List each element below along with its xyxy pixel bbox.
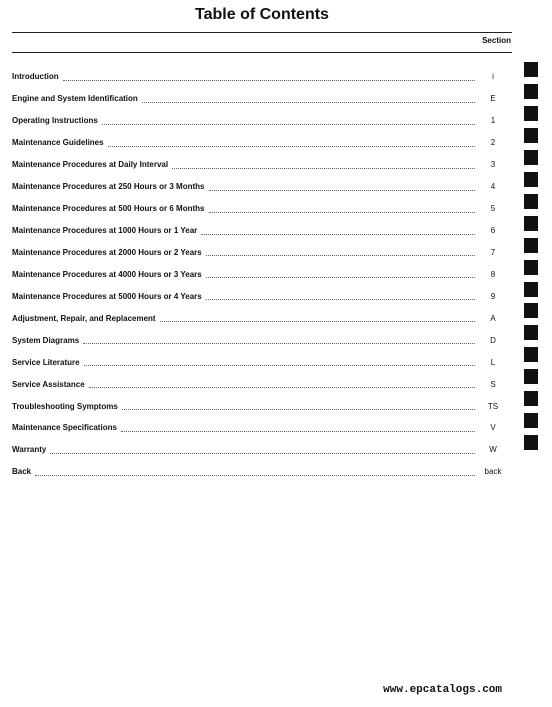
top-rule	[12, 32, 512, 33]
toc-entry[interactable]	[12, 220, 507, 242]
page-title: Table of Contents	[195, 6, 329, 23]
section-tab[interactable]	[524, 62, 538, 77]
toc-entry-title: Maintenance Guidelines	[12, 138, 104, 148]
toc-entry-section: 2	[490, 138, 496, 148]
toc-entry[interactable]	[12, 329, 507, 351]
toc-entry-section: TS	[487, 401, 499, 411]
dot-leader	[121, 430, 475, 432]
toc-entry[interactable]	[12, 66, 507, 88]
toc-entry[interactable]	[12, 198, 507, 220]
toc-entry[interactable]	[12, 417, 507, 439]
dot-leader	[201, 233, 475, 235]
toc-entry-title: Maintenance Procedures at 5000 Hours or 4 Years	[12, 291, 202, 301]
section-tab[interactable]	[524, 391, 538, 406]
toc-entry-title: System Diagrams	[12, 335, 80, 345]
toc-entry-title: Maintenance Procedures at 4000 Hours or 3 Years	[12, 269, 202, 279]
dot-leader	[84, 364, 475, 366]
section-tab[interactable]	[524, 216, 538, 231]
toc-entry-section: S	[490, 379, 496, 389]
toc-entry[interactable]	[12, 154, 507, 176]
dot-leader	[108, 145, 475, 147]
toc-entry-section: 7	[490, 247, 496, 257]
toc-list	[12, 66, 507, 483]
toc-entry-section: A	[490, 313, 496, 323]
dot-leader	[209, 189, 476, 191]
toc-entry-section: 5	[490, 204, 496, 214]
toc-entry-title: Service Assistance	[12, 379, 85, 389]
toc-entry[interactable]	[12, 461, 507, 483]
toc-entry-section: 6	[490, 226, 496, 236]
toc-entry-section: back	[484, 467, 502, 477]
dot-leader	[206, 276, 475, 278]
toc-entry-section: 4	[490, 182, 496, 192]
toc-entry-section: V	[490, 423, 496, 433]
section-tab[interactable]	[524, 150, 538, 165]
toc-entry-title: Engine and System Identification	[12, 94, 138, 104]
dot-leader	[122, 408, 475, 410]
toc-entry[interactable]	[12, 285, 507, 307]
section-column-header: Section	[482, 36, 511, 45]
toc-entry-section: 3	[490, 160, 496, 170]
toc-entry-section: 9	[490, 291, 496, 301]
section-tab[interactable]	[524, 325, 538, 340]
section-tab[interactable]	[524, 128, 538, 143]
toc-entry-section: W	[489, 445, 497, 455]
toc-entry-title: Service Literature	[12, 357, 80, 367]
toc-entry[interactable]	[12, 351, 507, 373]
toc-entry-title: Back	[12, 467, 32, 477]
toc-entry-title: Troubleshooting Symptoms	[12, 401, 118, 411]
section-tab[interactable]	[524, 194, 538, 209]
section-tab[interactable]	[524, 84, 538, 99]
section-tab[interactable]	[524, 260, 538, 275]
toc-entry-section: i	[492, 72, 494, 82]
dot-leader	[160, 320, 475, 322]
dot-leader	[209, 211, 476, 213]
toc-entry-title: Maintenance Procedures at 250 Hours or 3 Months	[12, 182, 205, 192]
toc-entry[interactable]	[12, 395, 507, 417]
toc-entry[interactable]	[12, 439, 507, 461]
toc-entry-title: Maintenance Procedures at Daily Interval	[12, 160, 169, 170]
toc-entry[interactable]	[12, 373, 507, 395]
toc-entry[interactable]	[12, 263, 507, 285]
toc-entry-section: E	[490, 94, 496, 104]
section-tab[interactable]	[524, 282, 538, 297]
toc-entry[interactable]	[12, 88, 507, 110]
toc-entry-section: 1	[490, 116, 496, 126]
section-tab[interactable]	[524, 106, 538, 121]
toc-entry-title: Maintenance Specifications	[12, 423, 117, 433]
toc-entry-section: 8	[490, 269, 496, 279]
footer-url[interactable]: www.epcatalogs.com	[383, 684, 502, 696]
section-tab[interactable]	[524, 413, 538, 428]
toc-entry-title: Adjustment, Repair, and Replacement	[12, 313, 156, 323]
section-tab[interactable]	[524, 435, 538, 450]
dot-leader	[63, 79, 475, 81]
dot-leader	[172, 167, 475, 169]
toc-entry-section: D	[490, 335, 496, 345]
toc-entry[interactable]	[12, 110, 507, 132]
toc-entry[interactable]	[12, 242, 507, 264]
toc-entry-title: Maintenance Procedures at 500 Hours or 6 Months	[12, 204, 205, 214]
header-rule	[12, 52, 512, 53]
section-tab[interactable]	[524, 238, 538, 253]
dot-leader	[83, 342, 475, 344]
toc-entry-section: L	[490, 357, 496, 367]
section-tab[interactable]	[524, 347, 538, 362]
dot-leader	[102, 123, 475, 125]
section-tab[interactable]	[524, 369, 538, 384]
toc-entry-title: Introduction	[12, 72, 59, 82]
toc-entry-title: Maintenance Procedures at 1000 Hours or 1 Year	[12, 226, 198, 236]
toc-entry[interactable]	[12, 307, 507, 329]
toc-entry[interactable]	[12, 132, 507, 154]
dot-leader	[206, 298, 475, 300]
toc-entry[interactable]	[12, 176, 507, 198]
section-tab[interactable]	[524, 303, 538, 318]
section-tab[interactable]	[524, 172, 538, 187]
dot-leader	[142, 101, 475, 103]
dot-leader	[89, 386, 475, 388]
dot-leader	[35, 474, 475, 476]
toc-entry-title: Warranty	[12, 445, 47, 455]
toc-entry-title: Maintenance Procedures at 2000 Hours or 2 Years	[12, 247, 202, 257]
toc-entry-title: Operating Instructions	[12, 116, 98, 126]
dot-leader	[206, 254, 475, 256]
dot-leader	[50, 452, 475, 454]
